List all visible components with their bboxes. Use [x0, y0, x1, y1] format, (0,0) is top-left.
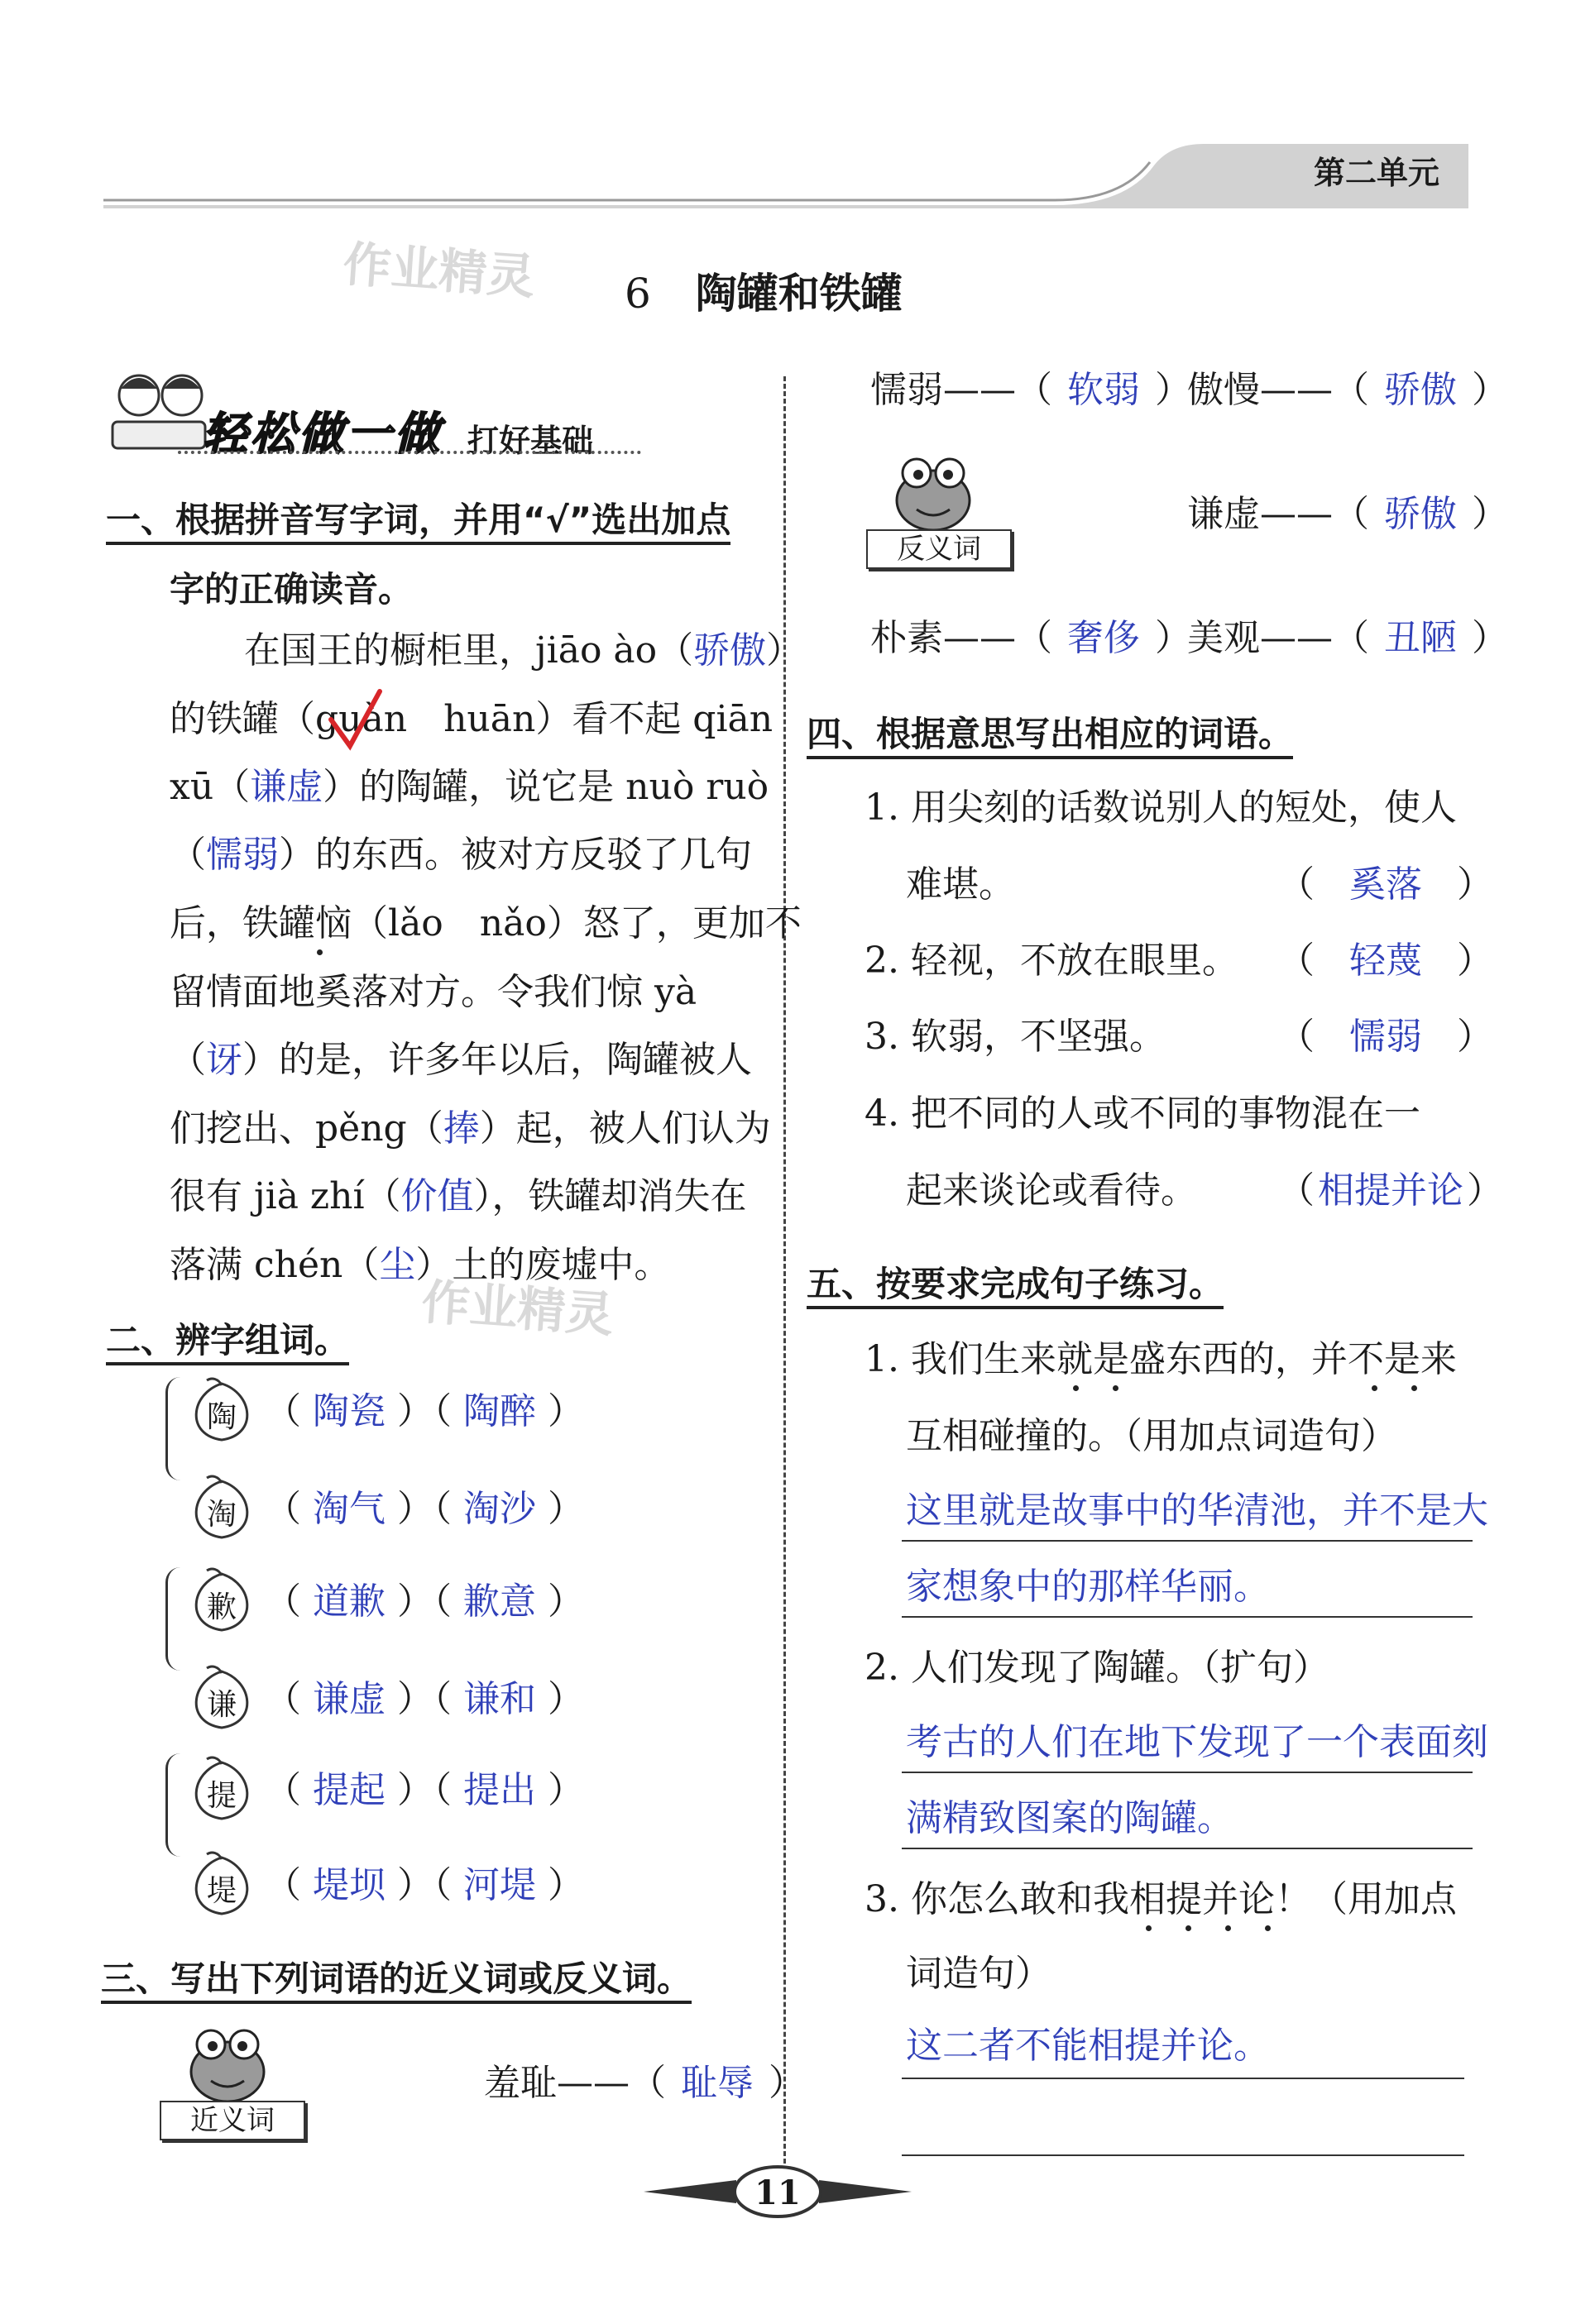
s1-line-8: 们挖出、pěng（捧）起，被人们认为 [170, 1107, 771, 1150]
antonym-tag: 反义词 [866, 529, 1012, 569]
s4-item-4-line2: 起来谈论或看待。 [906, 1169, 1197, 1212]
banner-main: 轻松做一做 [203, 408, 443, 460]
students-illustration [106, 364, 213, 455]
s1-line-10: 落满 chén（尘）土的废墟中。 [170, 1244, 671, 1286]
lesson-number: 6 [625, 270, 651, 318]
watermark: 作业精灵 [341, 237, 537, 304]
s4-item-1: 1. 用尖刻的话数说别人的短处，使人 [865, 787, 1457, 829]
peach-icon: 堤 [182, 1851, 261, 1917]
s4-answer: （ 奚落 ） [1278, 863, 1493, 906]
emphasis-dot [1073, 1385, 1079, 1391]
synonym-tag: 近义词 [160, 2101, 305, 2140]
s1-line-5: 后，铁罐恼（lǎo nǎo）怒了，更加不 [170, 902, 802, 944]
emphasis-dot [1411, 1385, 1417, 1391]
s4-item-3: 3. 软弱，不坚强。 [865, 1016, 1166, 1058]
page-title [625, 261, 903, 320]
watermark: 作业精灵 [419, 1274, 615, 1342]
emphasis-dot [1265, 1925, 1271, 1931]
answer-line [902, 1540, 1473, 1542]
s1-line-9: 很有 jià zhí（价值），铁罐却消失在 [170, 1175, 747, 1217]
peach-icon: 提 [182, 1756, 261, 1822]
section5-heading: 五、按要求完成句子练习。 [807, 1257, 1224, 1307]
page-number: 11 [754, 2173, 801, 2212]
answer-line [902, 2154, 1464, 2156]
s5-answer: 这二者不能相提并论。 [906, 2025, 1270, 2067]
s1-line-3: xū（谦虚）的陶罐，说它是 nuò ruò [170, 766, 769, 808]
brace [165, 1753, 183, 1857]
section1-heading-line2: 字的正确读音。 [170, 569, 414, 610]
emphasis-dot [1225, 1925, 1231, 1931]
s1-line-2: 的铁罐（guàn huān）看不起 qiān [170, 698, 774, 740]
synonym-item: 羞耻——（ 耻辱 ） [484, 2062, 805, 2104]
brace [165, 1377, 183, 1480]
section1-heading: 一、根据拼音写字词，并用“√”选出加点 [106, 493, 730, 543]
antonym-item: 美观——（ 丑陋 ） [1187, 617, 1508, 659]
s5-question-3: 3. 你怎么敢和我相提并论！（用加点 [865, 1878, 1457, 1920]
s5-question-1-line2: 互相碰撞的。（用加点词造句） [906, 1415, 1397, 1457]
emphasis-dot [1185, 1925, 1191, 1931]
synonym-item: 傲慢——（ 骄傲 ） [1187, 369, 1508, 411]
section3-heading: 三、写出下列词语的近义词或反义词。 [101, 1952, 692, 2001]
peach-icon: 淘 [182, 1475, 261, 1541]
banner-sub: 打好基础 [467, 423, 594, 459]
banner-underline [178, 451, 641, 454]
s4-item-1-line2: 难堪。 [906, 863, 1015, 906]
synonym-item: 懦弱——（ 软弱 ） [870, 369, 1191, 411]
peach-icon: 陶 [182, 1377, 261, 1443]
checkmark-icon [327, 686, 385, 753]
section4-heading: 四、根据意思写出相应的词语。 [807, 707, 1293, 757]
s1-line-7: （讶）的是，许多年以后，陶罐被人 [170, 1039, 752, 1081]
emphasis-dot [1372, 1385, 1377, 1391]
s5-question-3-line2: 词造句） [906, 1953, 1051, 1995]
s5-question-2: 2. 人们发现了陶罐。（扩句） [865, 1647, 1329, 1689]
word-pair: （ 谦虚 ）（ 谦和 ） [265, 1678, 584, 1720]
s4-answer: （ 懦弱 ） [1278, 1016, 1493, 1058]
s1-line-6: 留情面地奚落对方。令我们惊 yà [170, 971, 697, 1013]
answer-line [902, 1848, 1473, 1849]
lesson-title: 陶罐和铁罐 [695, 270, 903, 318]
answer-line [902, 1772, 1473, 1773]
header-band [103, 141, 1468, 211]
emphasis-dot [1146, 1925, 1152, 1931]
s4-answer: （ 轻蔑 ） [1278, 940, 1493, 982]
s5-answer: 满精致图案的陶罐。 [906, 1797, 1233, 1839]
frog-icon [178, 2018, 277, 2109]
word-pair: （ 淘气 ）（ 淘沙 ） [265, 1488, 584, 1530]
s5-answer: 家想象中的那样华丽。 [906, 1566, 1270, 1608]
antonym-item: 朴素——（ 奢侈 ） [870, 617, 1191, 659]
unit-label: 第二单元 [1314, 155, 1440, 191]
s1-line-4: （懦弱）的东西。被对方反驳了几句 [170, 834, 752, 876]
s5-answer: 考古的人们在地下发现了一个表面刻 [906, 1721, 1488, 1763]
peach-icon: 歉 [182, 1567, 261, 1633]
peach-icon: 谦 [182, 1665, 261, 1731]
s1-line-1: 在国王的橱柜里，jiāo ào（骄傲） [244, 629, 803, 672]
frog-icon [884, 447, 983, 538]
answer-line [902, 2078, 1464, 2079]
emphasis-dot [1113, 1385, 1118, 1391]
word-pair: （ 堤坝 ）（ 河堤 ） [265, 1864, 584, 1906]
word-pair: （ 提起 ）（ 提出 ） [265, 1769, 584, 1811]
s4-item-4: 4. 把不同的人或不同的事物混在一 [865, 1093, 1420, 1135]
answer-line [902, 1616, 1473, 1618]
s5-question-1: 1. 我们生来就是盛东西的，并不是来 [865, 1338, 1457, 1380]
word-pair: （ 陶瓷 ）（ 陶醉 ） [265, 1390, 584, 1432]
antonym-item: 谦虚——（ 骄傲 ） [1187, 493, 1508, 535]
emphasis-dot [317, 949, 323, 955]
brace [165, 1567, 183, 1671]
s4-answer: （相提并论） [1278, 1169, 1503, 1212]
s5-answer: 这里就是故事中的华清池，并不是大 [906, 1490, 1488, 1532]
section2-heading: 二、辨字组词。 [106, 1313, 349, 1363]
word-pair: （ 道歉 ）（ 歉意 ） [265, 1580, 584, 1623]
s4-item-2: 2. 轻视，不放在眼里。 [865, 940, 1238, 982]
